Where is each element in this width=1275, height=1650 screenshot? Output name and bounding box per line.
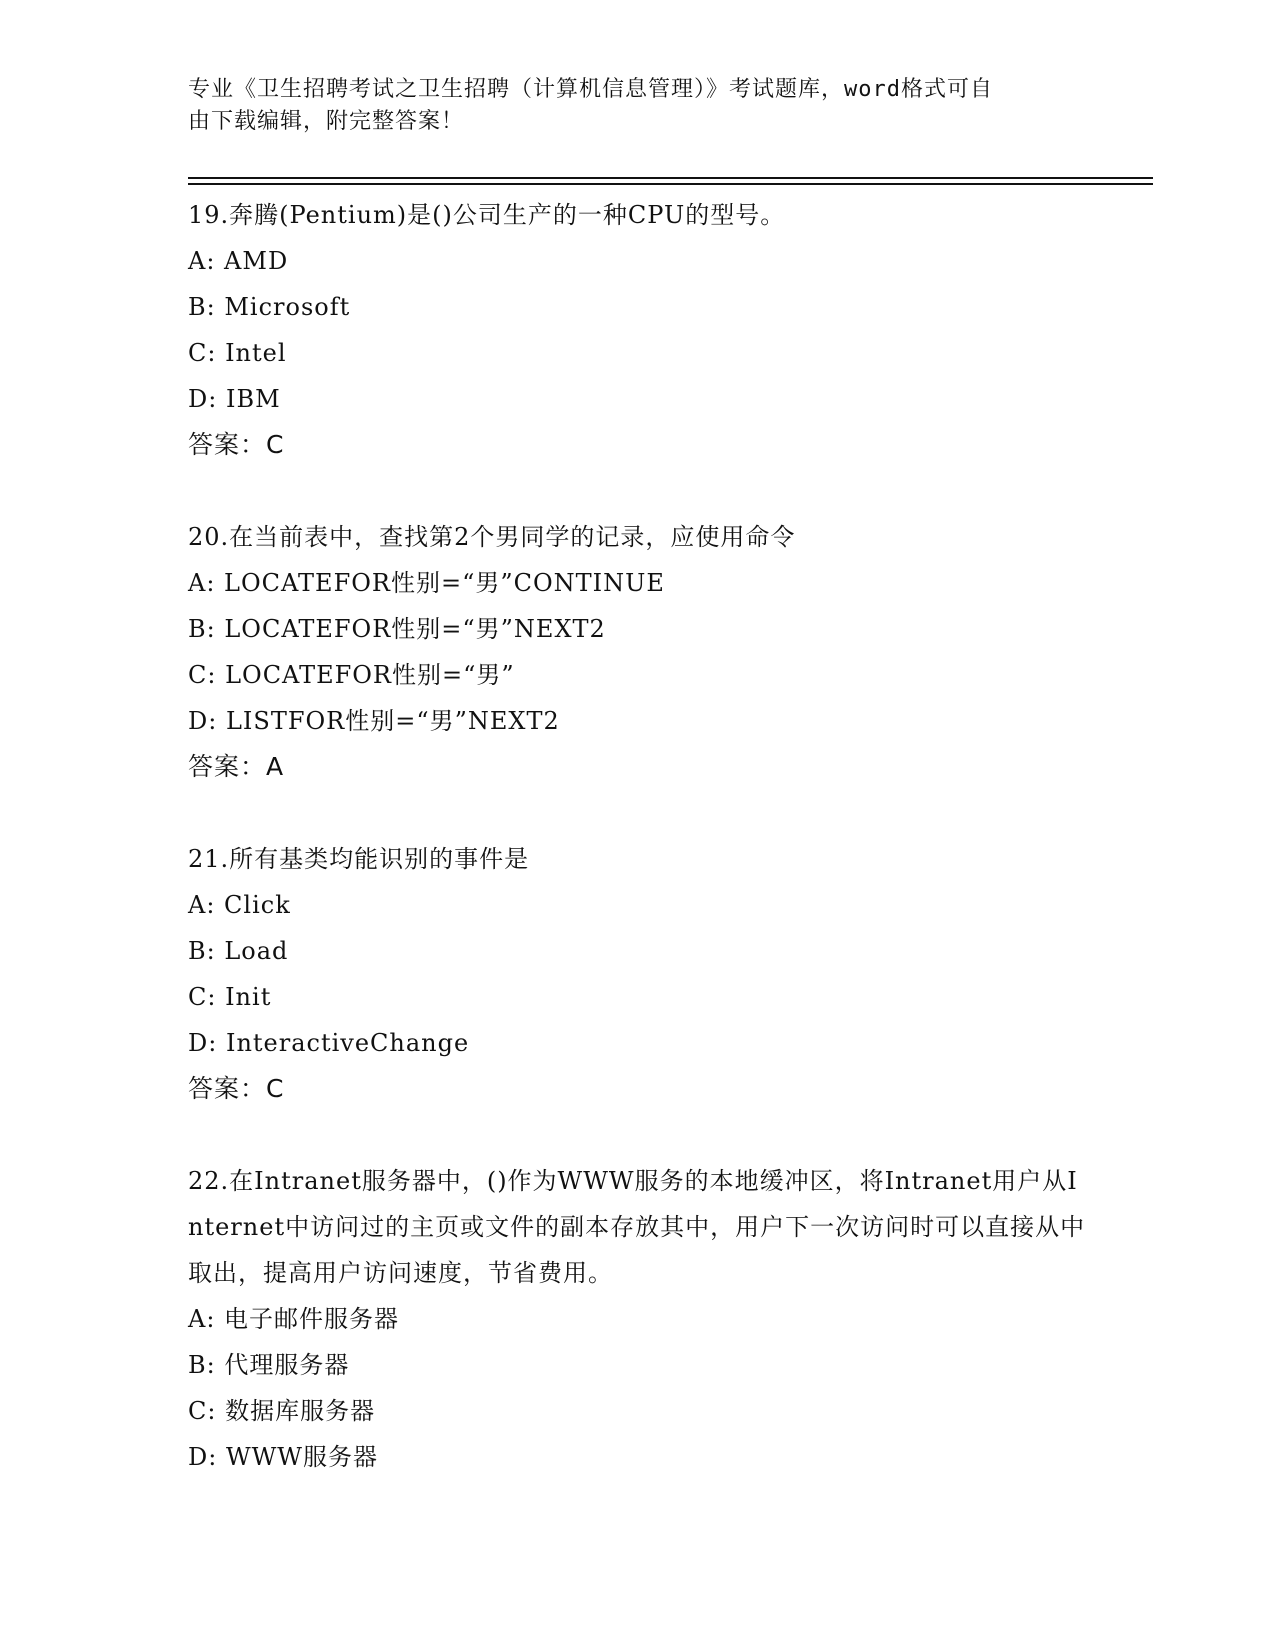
option-b: B: LOCATEFOR性别=“男”NEXT2 [188,615,606,643]
question-spacer [188,790,1088,836]
question-20 [188,514,1088,790]
question-stem: 22.在Intranet服务器中，()作为WWW服务的本地缓冲区，将Intranet用户从Internet中访问过的主页或文件的副本存放其中，用户下一次访问时可以直接从中取出，提高用户访问速度，节省费用。 [188,1167,1086,1287]
option-b: B: Microsoft [188,293,351,321]
question-list [188,192,1088,1480]
option-a: A: Click [188,891,291,919]
option-a: A: AMD [188,247,289,275]
answer-line: 答案：A [188,752,285,781]
question-stem: 19.奔腾(Pentium)是()公司生产的一种CPU的型号。 [188,201,786,229]
question-stem: 21.所有基类均能识别的事件是 [188,845,530,873]
answer-line: 答案：C [188,430,285,459]
option-c: C: Init [188,983,272,1011]
option-c: C: Intel [188,339,287,367]
answer-line: 答案：C [188,1074,285,1103]
header-line-1: 专业《卫生招聘考试之卫生招聘（计算机信息管理）》考试题库，word格式可自 [188,77,993,102]
question-19 [188,192,1088,468]
option-c: C: LOCATEFOR性别=“男” [188,661,515,689]
document-header [188,74,1088,138]
option-b: B: 代理服务器 [188,1351,350,1379]
option-a: A: LOCATEFOR性别=“男”CONTINUE [188,569,665,597]
option-a: A: 电子邮件服务器 [188,1305,400,1333]
option-d: D: IBM [188,385,281,413]
option-d: D: LISTFOR性别=“男”NEXT2 [188,707,560,735]
question-22 [188,1158,1088,1480]
question-spacer [188,468,1088,514]
question-spacer [188,1112,1088,1158]
question-21 [188,836,1088,1112]
option-d: D: InteractiveChange [188,1029,470,1057]
option-b: B: Load [188,937,289,965]
option-d: D: WWW服务器 [188,1443,378,1471]
header-divider-top [188,177,1153,179]
option-c: C: 数据库服务器 [188,1397,376,1425]
question-stem: 20.在当前表中，查找第2个男同学的记录，应使用命令 [188,523,796,551]
header-line-2: 由下载编辑，附完整答案！ [188,109,465,134]
header-divider-bottom [188,183,1153,185]
